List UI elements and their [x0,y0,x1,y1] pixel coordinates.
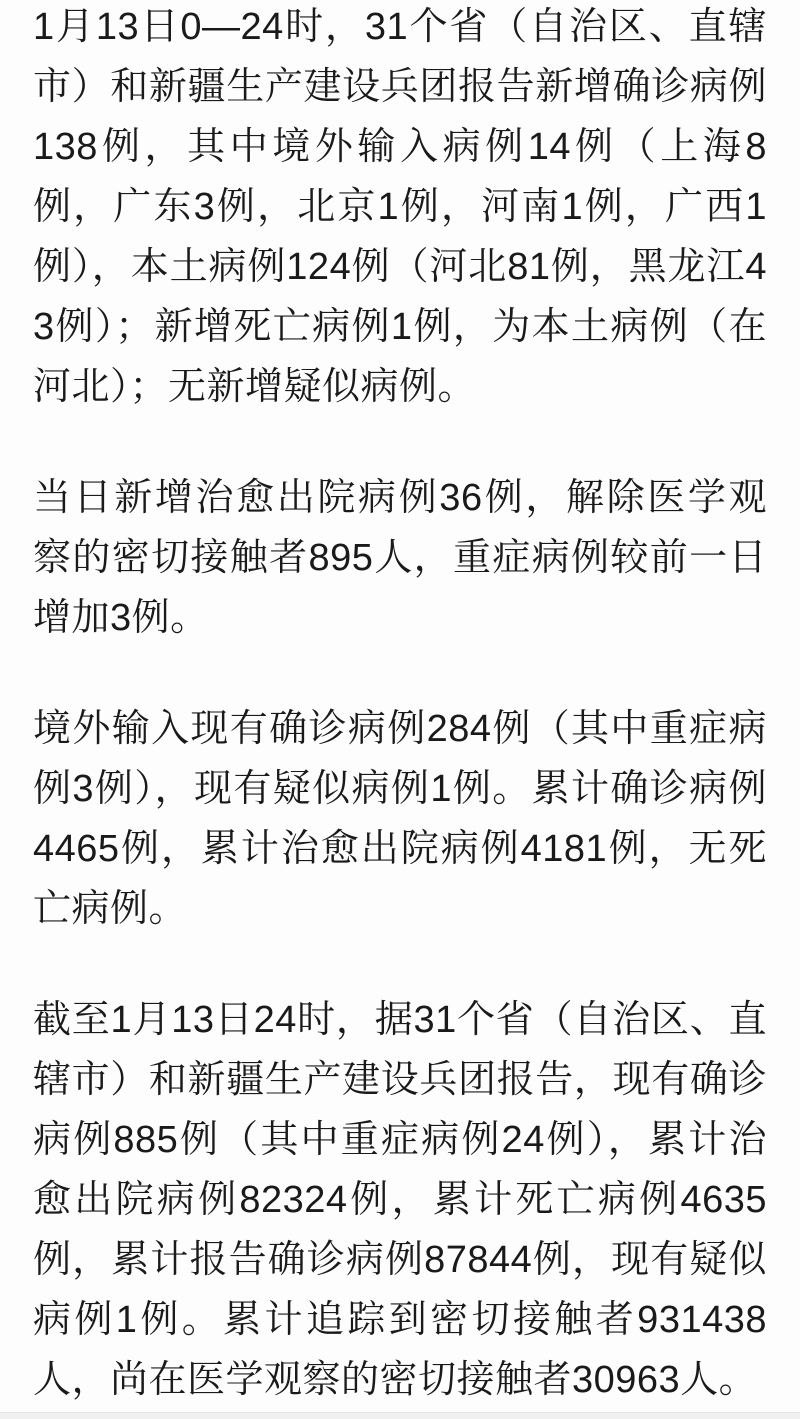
paragraph-cumulative-totals: 截至1月13日24时，据31个省（自治区、直辖市）和新疆生产建设兵团报告，现有确诊病例885例（其中重症病例24例），累计治愈出院病例82324例，累计死亡病例4635例，累计报告确诊病例87844例，现有疑似病例1例。累计追踪到密切接触者931438人，尚在医学观察的密切接触者30963人。 [33,999,767,1401]
next-section-divider [0,1412,800,1419]
paragraph-daily-new-cases: 1月13日0—24时，31个省（自治区、直辖市）和新疆生产建设兵团报告新增确诊病例138例，其中境外输入病例14例（上海8例，广东3例，北京1例，河南1例，广西1例），本土病例124例（河北81例，黑龙江43例）；新增死亡病例1例，为本土病例（在河北）；无新增疑似病例。 [33,6,767,408]
paragraph-imported-case-totals: 境外输入现有确诊病例284例（其中重症病例3例），现有疑似病例1例。累计确诊病例4465例，累计治愈出院病例4181例，无死亡病例。 [33,708,767,930]
paragraph-daily-recoveries: 当日新增治愈出院病例36例，解除医学观察的密切接触者895人，重症病例较前一日增加3例。 [33,477,767,639]
